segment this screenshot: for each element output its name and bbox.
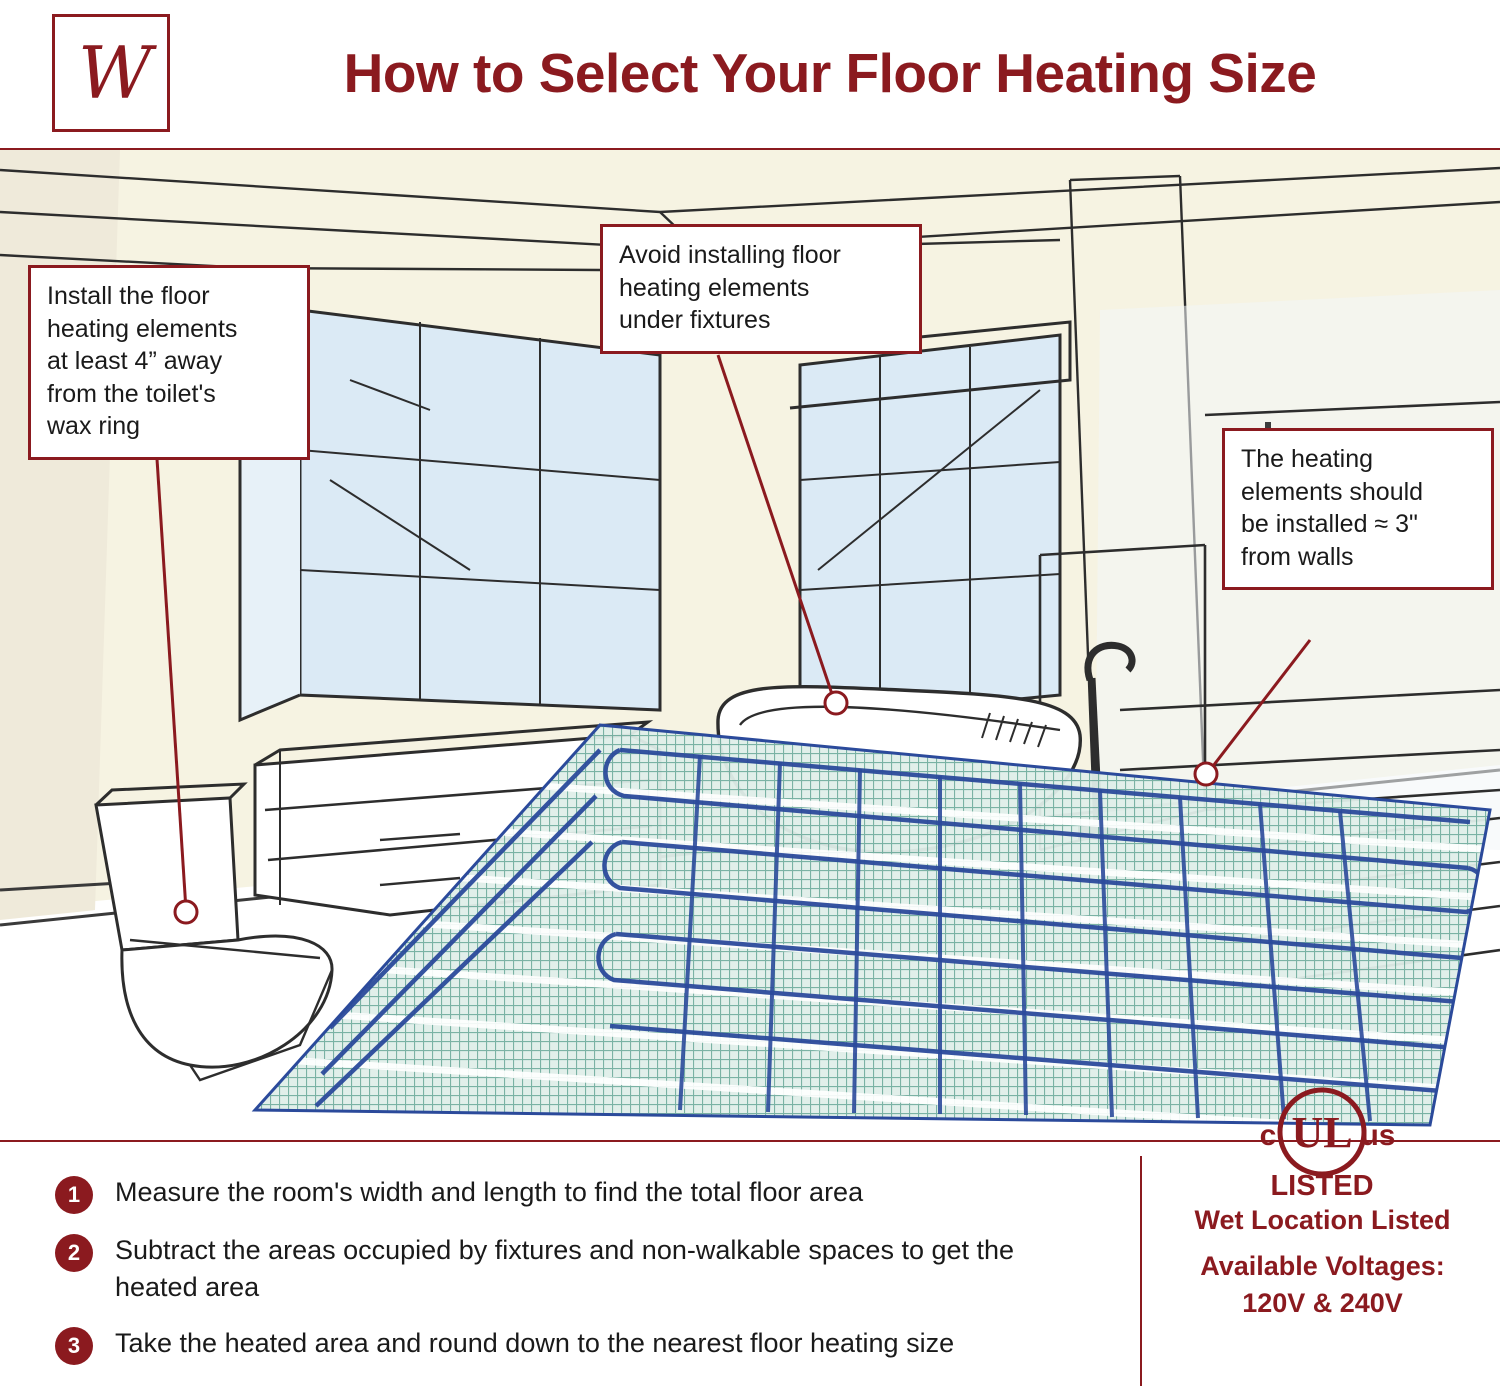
- bathroom-illustration: [0, 150, 1500, 1140]
- page-title: How to Select Your Floor Heating Size: [343, 42, 1317, 104]
- callout-toilet: [28, 265, 310, 460]
- callout-fixtures-line-1: Avoid installing floor: [619, 241, 841, 269]
- ul-logo-svg: [1150, 1087, 1495, 1202]
- callout-walls-line-1: The heating: [1241, 445, 1374, 473]
- wet-location-label: Wet Location Listed: [1194, 1205, 1451, 1235]
- step-text: Take the heated area and round down to the nearest floor heating size: [115, 1327, 955, 1358]
- svg-text:UL: UL: [1291, 1108, 1353, 1157]
- svg-text:LISTED: LISTED: [1270, 1170, 1374, 1202]
- step-number-badge: 3: [55, 1327, 93, 1365]
- page-header: [0, 0, 1500, 150]
- logo-mark-text: W: [77, 31, 150, 115]
- callout-toilet-line-5: wax ring: [47, 412, 141, 440]
- callout-walls-line-2: elements should: [1241, 477, 1424, 506]
- step-item: [55, 1325, 1115, 1365]
- callout-toilet-line-4: from the toilet's: [47, 379, 216, 408]
- callout-walls-line-3: be installed ≈ 3": [1241, 510, 1418, 538]
- callout-toilet-line-1: Install the floor: [47, 282, 210, 310]
- certification-block: [1150, 1087, 1495, 1321]
- svg-text:us: us: [1360, 1119, 1396, 1152]
- footer-divider: [1140, 1156, 1142, 1386]
- step-item: [55, 1174, 1115, 1214]
- step-text: Measure the room's width and length to find the total floor area: [115, 1177, 864, 1207]
- step-item: [55, 1232, 1115, 1307]
- ul-listed-mark: [1150, 1087, 1495, 1202]
- window-right: [790, 322, 1070, 720]
- callout-toilet-line-3: at least 4” away: [47, 347, 223, 375]
- callout-fixtures-line-2: heating elements: [619, 273, 810, 302]
- callout-walls: [1222, 428, 1494, 590]
- step-text: Subtract the areas occupied by fixtures and non-walkable spaces to get the heated area: [115, 1235, 1015, 1303]
- callout-fixtures: [600, 224, 922, 354]
- callout-walls-line-4: from walls: [1241, 542, 1354, 571]
- step-number-badge: 2: [55, 1234, 93, 1272]
- brand-logo: [52, 14, 170, 132]
- step-number-badge: 1: [55, 1176, 93, 1214]
- steps-list: [55, 1174, 1115, 1383]
- page-footer: [0, 1108, 1500, 1399]
- svg-text:c: c: [1259, 1119, 1277, 1152]
- callout-fixtures-line-3: under fixtures: [619, 306, 771, 334]
- available-voltages-value: 120V & 240V: [1242, 1287, 1403, 1318]
- available-voltages-label: Available Voltages:: [1200, 1251, 1445, 1282]
- callout-toilet-line-2: heating elements: [47, 314, 238, 343]
